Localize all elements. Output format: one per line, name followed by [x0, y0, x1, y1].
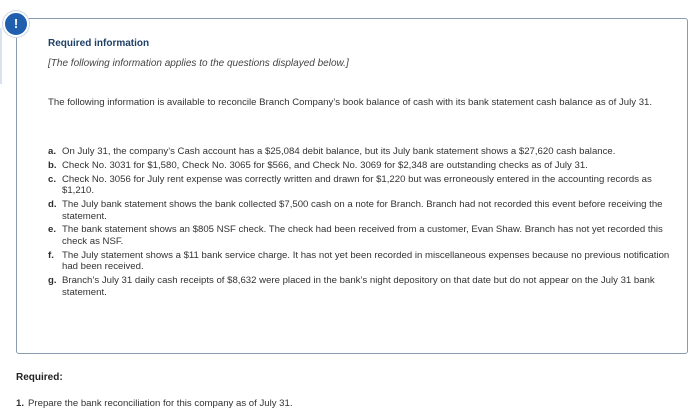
left-divider	[0, 28, 2, 84]
item-letter: b.	[48, 159, 57, 171]
list-item	[48, 146, 680, 158]
panel-title: Required information	[48, 38, 150, 49]
item-letter: c.	[48, 173, 57, 185]
item-letter: g.	[48, 275, 57, 287]
item-text: Check No. 3056 for July rent expense was correctly written and drawn for $1,220 but was erroneously entered in the accounting records as $1,210.	[62, 173, 652, 197]
item-letter: d.	[48, 198, 57, 210]
exclamation-icon: !	[3, 11, 29, 37]
list-item	[48, 275, 680, 298]
item-text: The July bank statement shows the bank collected $7,500 cash on a note for Branch. Branch had not recorded this event before receiving the statement.	[62, 198, 663, 222]
list-item	[48, 224, 680, 247]
list-item	[48, 174, 680, 197]
question-text: Prepare the bank reconciliation for this company as of July 31.	[28, 398, 293, 409]
list-item	[48, 160, 680, 172]
item-letter: a.	[48, 146, 57, 157]
item-text: The July statement shows a $11 bank service charge. It has not yet been recorded in miscellaneous expenses because no previous notification had been received.	[62, 249, 670, 273]
list-item	[48, 199, 680, 222]
required-heading: Required:	[16, 372, 63, 383]
panel-note: [The following information applies to the questions displayed below.]	[48, 58, 349, 69]
item-text: Check No. 3031 for $1,580, Check No. 3065 for $566, and Check No. 3069 for $2,348 are outstanding checks as of July 31.	[62, 159, 588, 171]
item-text: On July 31, the company’s Cash account has a $25,084 debit balance, but its July bank statement shows a $27,620 cash balance.	[62, 146, 616, 157]
list-item	[48, 250, 680, 273]
question-number: 1.	[16, 398, 25, 409]
item-text: Branch’s July 31 daily cash receipts of $8,632 were placed in the bank’s night depository on that date but do not appear on the July 31 bank statement.	[62, 275, 655, 298]
item-letter: f.	[48, 249, 54, 261]
intro-text: The following information is available to reconcile Branch Company’s book balance of cash with its bank statement cash balance as of July 31.	[48, 97, 653, 108]
required-information-panel	[16, 18, 688, 354]
question-1	[16, 398, 293, 409]
item-letter: e.	[48, 224, 57, 236]
information-list	[48, 146, 680, 300]
item-text: The bank statement shows an $805 NSF check. The check had been received from a customer, Evan Shaw. Branch has not yet recorded this check as NSF.	[62, 224, 663, 247]
